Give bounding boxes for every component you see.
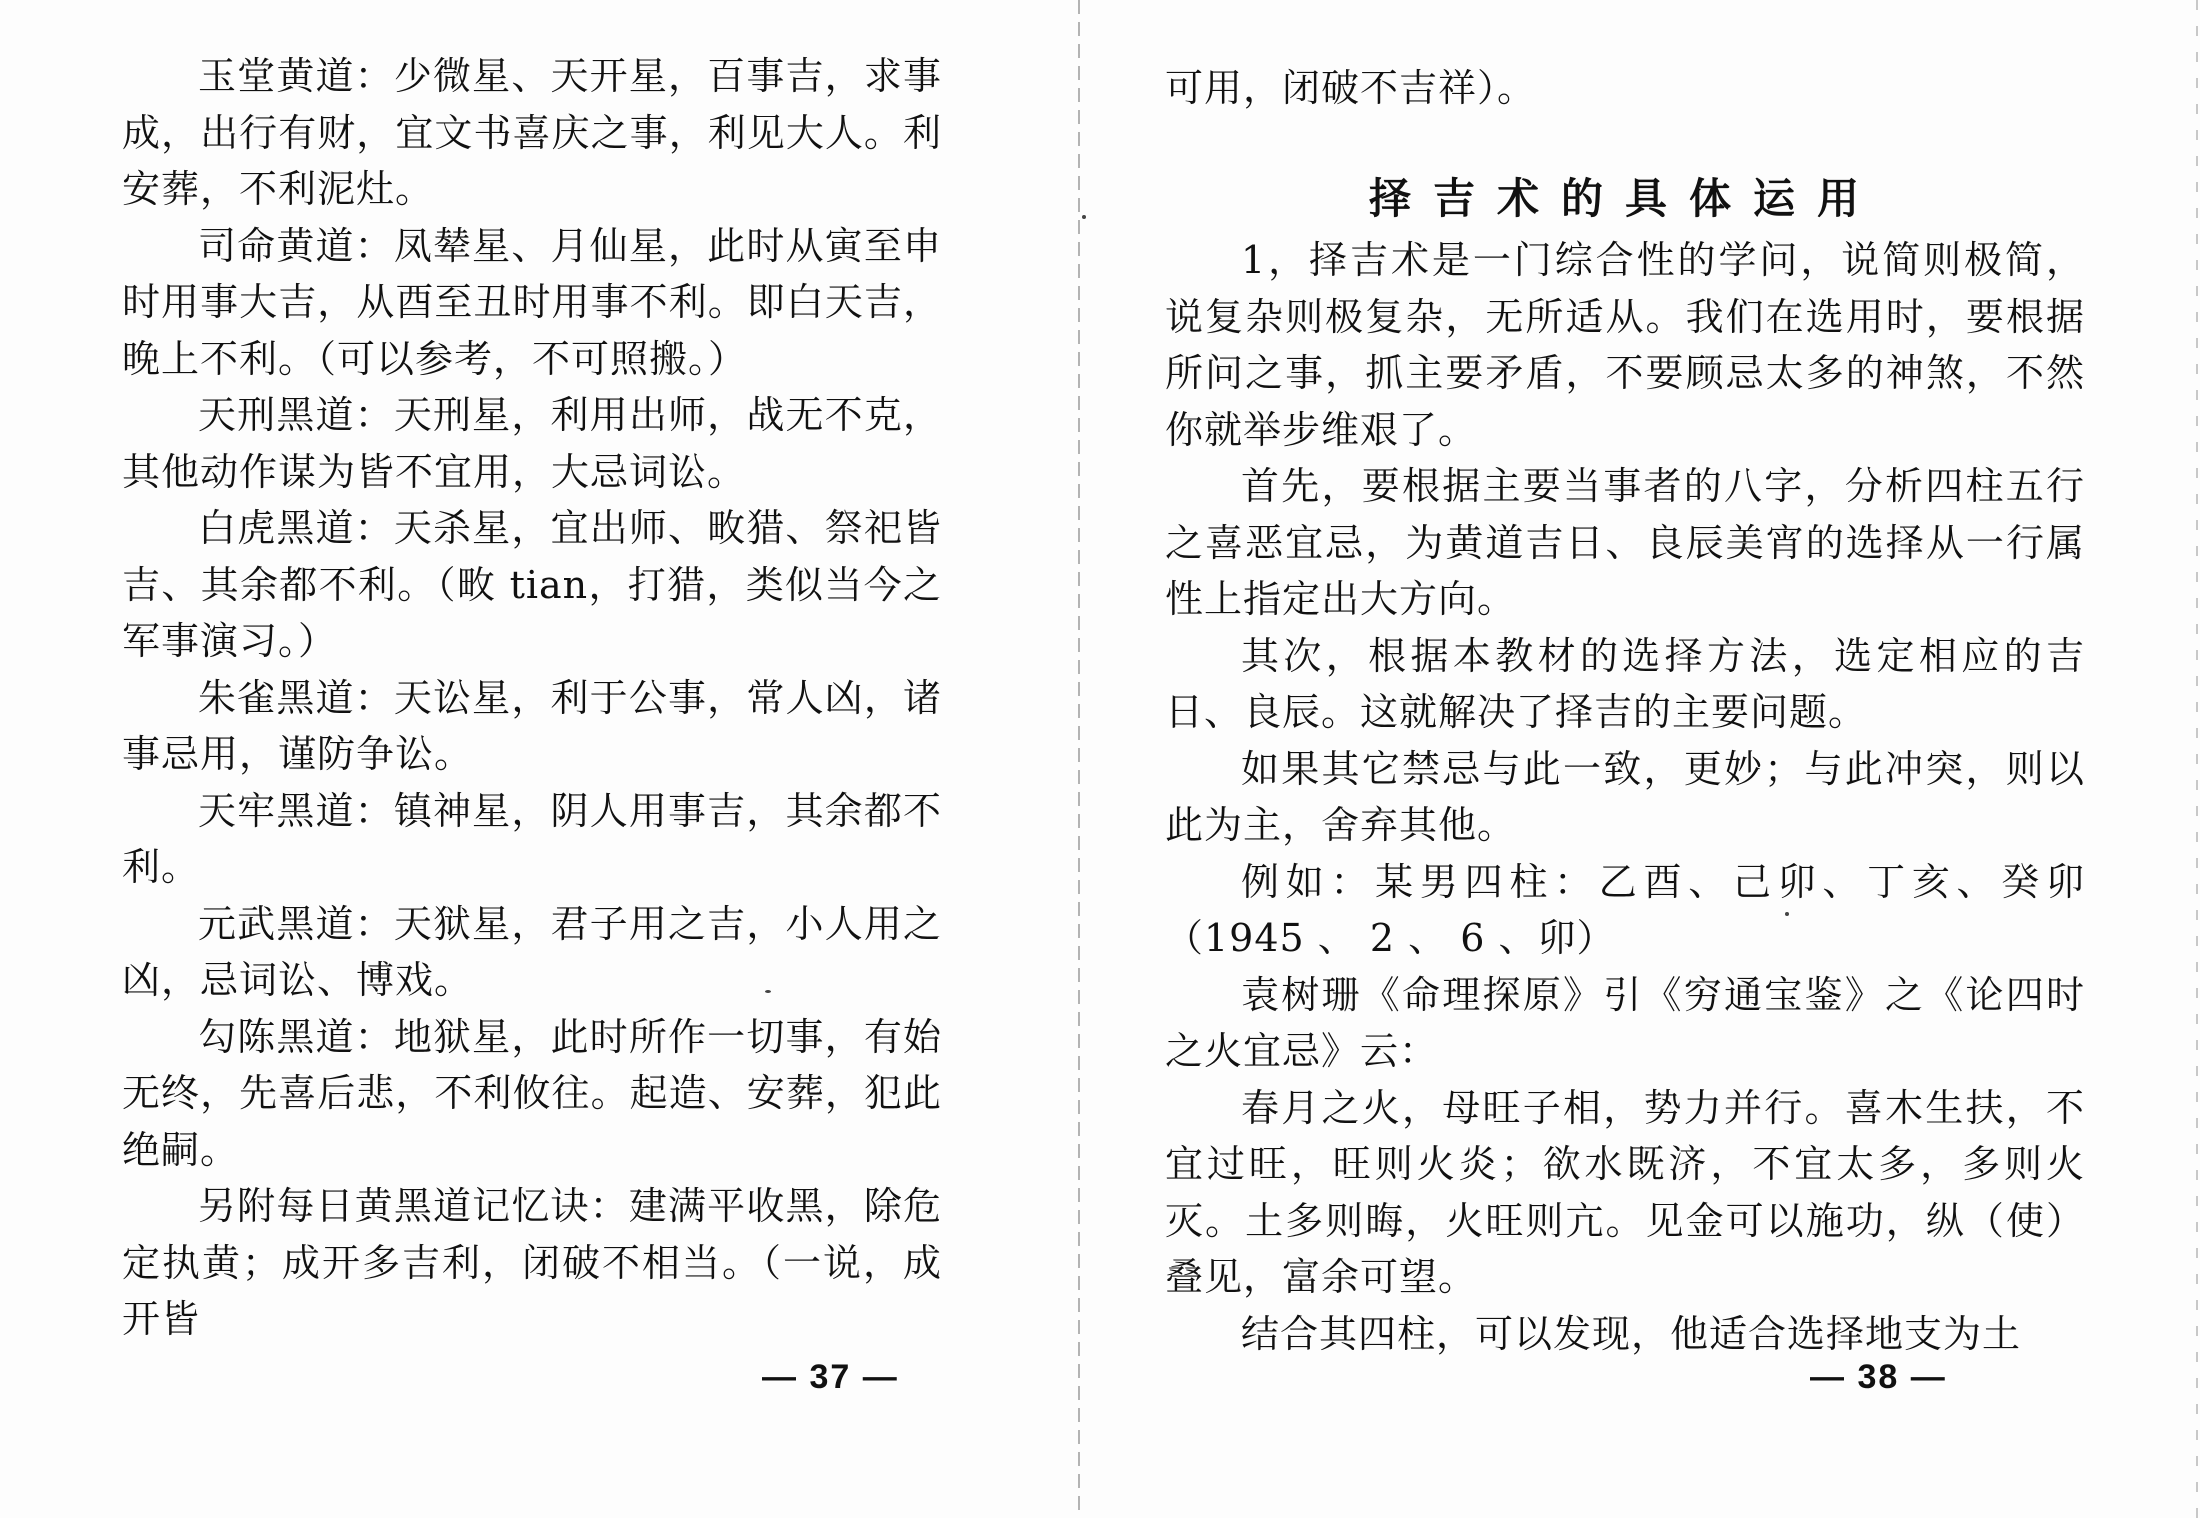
book-gutter <box>1078 0 1080 1518</box>
paragraph-first: 首先，要根据主要当事者的八字，分析四柱五行之喜恶宜忌，为黄道吉日、良辰美宵的选择从一行属性上指定出大方向。 <box>1165 464 2085 621</box>
paragraph-siming: 司命黄道：凤辇星、月仙星，此时从寅至申时用事大吉，从酉至丑时用事不利。即白天吉，晚上不利。（可以参考，不可照搬。） <box>122 223 942 381</box>
paragraph-tianxing: 天刑黑道：天刑星，利用出师，战无不克，其他动作谋为皆不宜用，大忌词讼。 <box>122 393 942 494</box>
paragraph-second: 其次，根据本教材的选择方法，选定相应的吉日、良辰。这就解决了择吉的主要问题。 <box>1165 633 2085 734</box>
paragraph-yuanwu: 元武黑道：天狱星，君子用之吉，小人用之凶，忌词讼、博戏。 <box>122 901 942 1002</box>
paragraph-example: 例如：某男四柱：乙酉、己卯、丁亥、癸卯（1945 、 2 、 6 、卯） <box>1165 859 2085 960</box>
continuation-line: 可用，闭破不吉祥）。 <box>1165 66 1537 110</box>
page-number-right: — 38 — <box>1810 1358 1947 1396</box>
page-number-left: — 37 — <box>762 1358 899 1396</box>
paragraph-zhuque: 朱雀黑道：天讼星，利于公事，常人凶，诸事忌用，谨防争讼。 <box>122 675 942 776</box>
paragraph-gouchen: 勾陈黑道：地狱星，此时所作一切事，有始无终，先喜后悲，不利攸往。起造、安葬，犯此绝嗣。 <box>122 1014 942 1172</box>
left-page-body <box>122 48 942 1348</box>
right-page <box>1085 0 2200 1518</box>
paragraph-conclusion: 结合其四柱，可以发现，他适合选择地支为土 <box>1241 1311 2022 1356</box>
paragraph-yutang: 玉堂黄道：少微星、天开星，百事吉，求事成，出行有财，宜文书喜庆之事，利见大人。利安葬，不利泥灶。 <box>122 54 942 211</box>
paragraph-mnemonic: 另附每日黄黑道记忆诀：建满平收黑，除危定执黄；成开多吉利，闭破不相当。（一说，成开皆 <box>122 1184 942 1341</box>
paragraph-conflict: 如果其它禁忌与此一致，更妙；与此冲突，则以此为主，舍弃其他。 <box>1165 746 2085 847</box>
left-page <box>0 0 1070 1518</box>
paragraph-citation: 袁树珊《命理探原》引《穷通宝鉴》之《论四时之火宜忌》云： <box>1165 972 2085 1073</box>
paragraph-tianlao: 天牢黑道：镇神星，阴人用事吉，其余都不利。 <box>122 788 942 889</box>
scan-speck <box>1082 215 1086 219</box>
paragraph-intro: 1，择吉术是一门综合性的学问，说简则极简，说复杂则极复杂，无所适从。我们在选用时，要根据所问之事，抓主要矛盾，不要顾忌太多的神煞，不然你就举步维艰了。 <box>1165 238 2085 452</box>
right-page-body <box>1165 232 2085 1362</box>
section-title: 择吉术的具体运用 <box>1368 174 1881 223</box>
page-edge-mark <box>2196 0 2198 1518</box>
scan-speck <box>1785 912 1789 916</box>
paragraph-baihu: 白虎黑道：天杀星，宜出师、畋猎、祭祀皆吉、其余都不利。（畋 tian，打猎，类似当今之军事演习。） <box>122 506 942 663</box>
paragraph-spring-fire: 春月之火，母旺子相，势力并行。喜木生扶，不宜过旺，旺则火炎；欲水既济，不宜太多，多则火灭。土多则晦，火旺则亢。见金可以施功，纵（使）叠见，富余可望。 <box>1165 1085 2085 1299</box>
scan-speck <box>765 990 771 993</box>
